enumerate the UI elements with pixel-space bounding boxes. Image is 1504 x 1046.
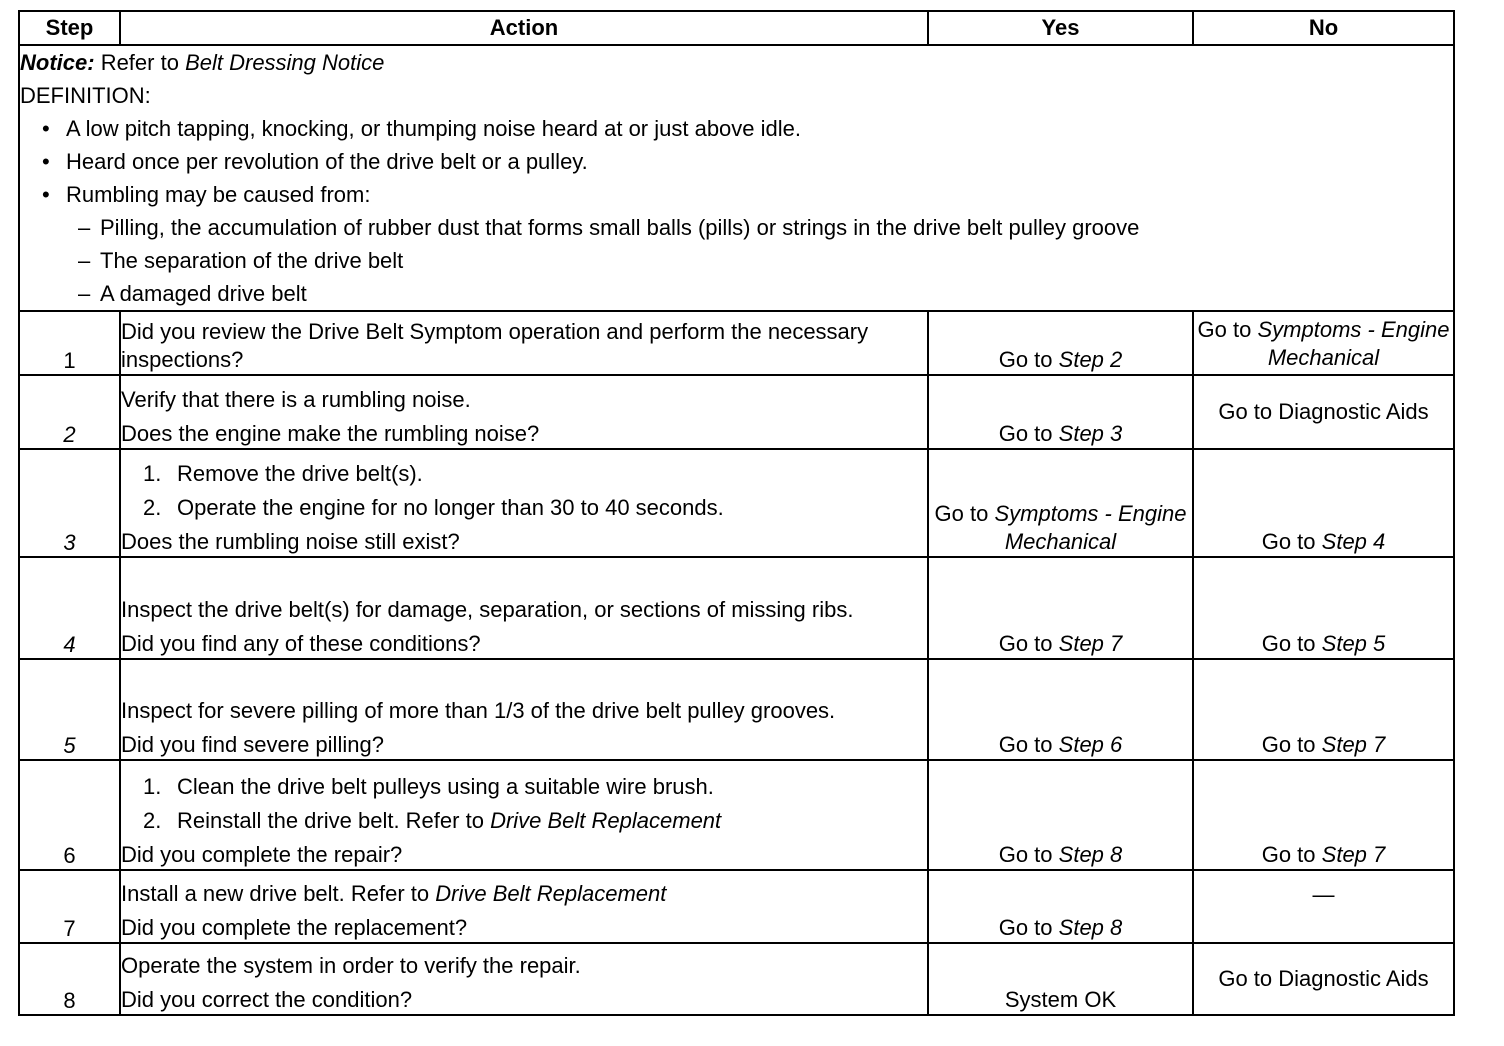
goto-label: Go to (998, 732, 1053, 757)
step-action (120, 449, 928, 557)
step-action (120, 375, 928, 449)
goto-label: Go to (998, 421, 1053, 446)
goto-label: Go to (1261, 732, 1316, 757)
step-action (120, 659, 928, 760)
substep-text: Remove the drive belt(s). (177, 461, 423, 486)
action-question: Did you find severe pilling? (121, 732, 384, 757)
diagnostic-table (18, 10, 1455, 1016)
goto-label: Go to (1197, 317, 1252, 342)
table-row (19, 760, 1454, 870)
substep-text: Clean the drive belt pulleys using a suitable wire brush. (177, 774, 714, 799)
action-question: Does the rumbling noise still exist? (121, 529, 460, 554)
step-number: 2 (19, 375, 120, 449)
no-link[interactable]: Symptoms - Engine Mechanical (1257, 317, 1450, 370)
notice-cell (19, 45, 1454, 311)
action-question: Did you complete the repair? (121, 842, 403, 867)
cause-item (78, 277, 1453, 310)
goto-label: Go to (1261, 529, 1316, 554)
no-cell (1193, 760, 1454, 870)
step-number: 8 (19, 943, 120, 1015)
substep-number: 1. (143, 461, 162, 486)
cause-item (78, 244, 1453, 277)
substep-number: 2. (143, 808, 162, 833)
no-link[interactable]: Go to Diagnostic Aids (1218, 966, 1429, 991)
action-text: Inspect the drive belt(s) for damage, separation, or sections of missing ribs. (121, 597, 854, 622)
table-row (19, 659, 1454, 760)
yes-link[interactable]: Step 2 (1058, 347, 1123, 372)
no-cell (1193, 557, 1454, 659)
yes-link[interactable]: Step 8 (1058, 842, 1123, 867)
yes-link[interactable]: Step 6 (1058, 732, 1123, 757)
no-cell (1193, 311, 1454, 375)
substep-item (143, 460, 927, 488)
no-cell (1193, 943, 1454, 1015)
no-link[interactable]: Go to Diagnostic Aids (1218, 399, 1429, 424)
action-text: Operate the system in order to verify the repair. (121, 953, 581, 978)
step-action (120, 870, 928, 943)
no-cell (1193, 659, 1454, 760)
step-action (120, 760, 928, 870)
notice-ref-link[interactable]: Belt Dressing Notice (185, 50, 385, 75)
substep-list (121, 773, 927, 835)
table-row (19, 375, 1454, 449)
substep-item (143, 773, 927, 801)
no-link[interactable]: Step 5 (1321, 631, 1386, 656)
definition-list (20, 112, 1453, 310)
notice-text: Refer to (100, 50, 179, 75)
definition-label: DEFINITION: (20, 83, 151, 108)
cause-list (42, 211, 1453, 310)
goto-label: Go to (998, 347, 1053, 372)
goto-label: Go to (998, 631, 1053, 656)
header-row (19, 11, 1454, 45)
step-number: 5 (19, 659, 120, 760)
yes-cell (928, 870, 1193, 943)
header-no: No (1193, 11, 1454, 45)
action-question: Did you complete the replacement? (121, 915, 468, 940)
action-text (121, 880, 927, 908)
table-row (19, 870, 1454, 943)
yes-cell (928, 943, 1193, 1015)
definition-text: A low pitch tapping, knocking, or thumping noise heard at or just above idle. (66, 116, 802, 141)
yes-cell (928, 375, 1193, 449)
no-dash: — (1312, 882, 1335, 907)
step-number: 1 (19, 311, 120, 375)
yes-link[interactable]: Symptoms - Engine Mechanical (994, 501, 1187, 554)
goto-label: Go to (934, 501, 989, 526)
yes-link[interactable]: Step 8 (1058, 915, 1123, 940)
substep-number: 1. (143, 774, 162, 799)
substep-text: Operate the engine for no longer than 30 to 40 seconds. (177, 495, 724, 520)
action-ref-link[interactable]: Drive Belt Replacement (435, 881, 667, 906)
yes-cell (928, 449, 1193, 557)
step-action (120, 943, 928, 1015)
yes-cell (928, 760, 1193, 870)
no-link[interactable]: Step 7 (1321, 732, 1386, 757)
goto-label: Go to (1261, 631, 1316, 656)
definition-item (42, 178, 1453, 310)
header-yes: Yes (928, 11, 1193, 45)
header-step: Step (19, 11, 120, 45)
step-action (120, 311, 928, 375)
header-action: Action (120, 11, 928, 45)
yes-result: System OK (1004, 987, 1117, 1012)
table-row (19, 311, 1454, 375)
substep-item (143, 807, 927, 835)
step-number: 7 (19, 870, 120, 943)
no-link[interactable]: Step 7 (1321, 842, 1386, 867)
action-question: Did you find any of these conditions? (121, 631, 481, 656)
step-number: 3 (19, 449, 120, 557)
substep-list (121, 460, 927, 522)
step-action (120, 557, 928, 659)
cause-item (78, 211, 1453, 244)
action-text: Verify that there is a rumbling noise. (121, 387, 471, 412)
action-text: Inspect for severe pilling of more than 1/3 of the drive belt pulley grooves. (121, 698, 836, 723)
notice-label: Notice: (20, 50, 95, 75)
notice-line (20, 46, 1453, 79)
goto-label: Go to (998, 915, 1053, 940)
step-number: 6 (19, 760, 120, 870)
table-row (19, 943, 1454, 1015)
goto-label: Go to (998, 842, 1053, 867)
yes-link[interactable]: Step 3 (1058, 421, 1123, 446)
no-cell (1193, 449, 1454, 557)
definition-item (42, 145, 1453, 178)
cause-text: Pilling, the accumulation of rubber dust that forms small balls (pills) or strings in the drive belt pulley groove (100, 215, 1140, 240)
action-question: Did you correct the condition? (121, 987, 413, 1012)
no-cell (1193, 375, 1454, 449)
substep-text: Reinstall the drive belt. Refer to (177, 808, 484, 833)
no-cell (1193, 870, 1454, 943)
action-question: Does the engine make the rumbling noise? (121, 421, 540, 446)
cause-text: A damaged drive belt (100, 281, 307, 306)
table-row (19, 449, 1454, 557)
action-text-main: Install a new drive belt. Refer to (121, 881, 430, 906)
yes-cell (928, 557, 1193, 659)
definition-text: Heard once per revolution of the drive belt or a pulley. (66, 149, 588, 174)
definition-text: Rumbling may be caused from: (66, 182, 371, 207)
no-link[interactable]: Step 4 (1321, 529, 1386, 554)
yes-cell (928, 659, 1193, 760)
notice-row (19, 45, 1454, 311)
cause-text: The separation of the drive belt (100, 248, 404, 273)
yes-link[interactable]: Step 7 (1058, 631, 1123, 656)
substep-number: 2. (143, 495, 162, 520)
goto-label: Go to (1261, 842, 1316, 867)
action-text: Did you review the Drive Belt Symptom operation and perform the necessary inspections? (121, 319, 869, 372)
substep-ref-link[interactable]: Drive Belt Replacement (490, 808, 722, 833)
yes-cell (928, 311, 1193, 375)
substep-item (143, 494, 927, 522)
table-row (19, 557, 1454, 659)
step-number: 4 (19, 557, 120, 659)
definition-item (42, 112, 1453, 145)
